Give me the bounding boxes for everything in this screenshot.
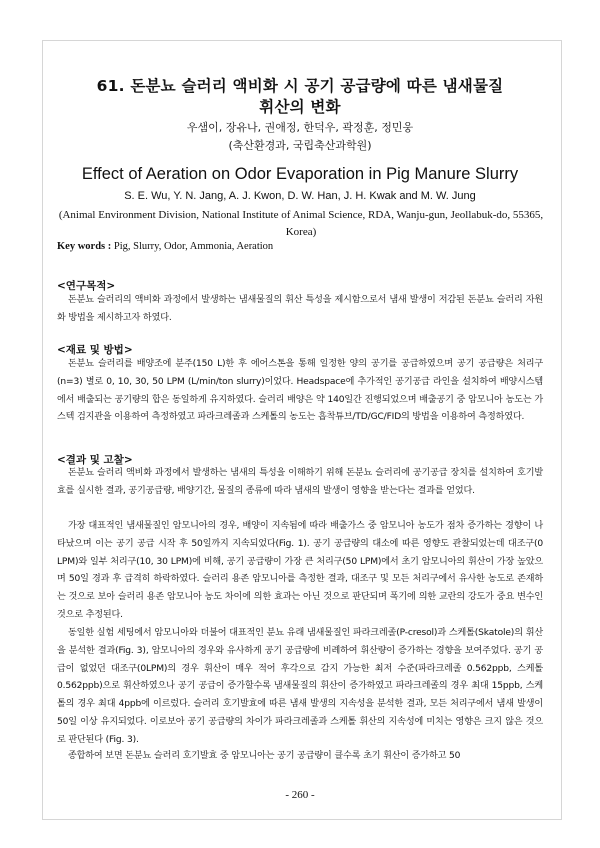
paragraph-results-3: 동일한 실험 세팅에서 암모니아와 더불어 대표적인 분뇨 유래 냄새물질인 파라크레졸(P-cresol)과 스케톨(Skatole)의 휘산을 분석한 결과(Fig. 3), 암모니아의 경우와 유사하게 공기 공급량에 비례하여 휘산량이 증가하는 경향을 보여주었다. 공기 공급이 없었던 대조구(0LPM)의 경우 휘산이 매우 적어 후각으로 감지 가능한 최저 수준(파라크레졸 0.562ppb, 스케톨 0.562ppb)으로 휘산하였으나 공기 공급이 증가할수록 냄새물질의 휘산이 증가하였고 파라크레졸의 경우 최대 15ppb, 스케톨의 경우 최대 4ppb에 이르렀다. 슬러리 호기발효에 따른 냄새 발생의 지속성을 분석한 결과, 모든 처리구에서 냄새 발생이 50일 이상 유지되었다. 이로보아 공기 공급량의 차이가 파라크레졸과 스케톨 휘산의 지속성에 미치는 영향은 크지 않은 것으로 판단된다 (Fig. 3). [57, 628, 543, 745]
paragraph-purpose: 돈분뇨 슬러리의 액비화 과정에서 발생하는 냄새물질의 휘산 특성을 제시함으로서 냄새 발생이 저감된 돈분뇨 슬러리 자원화 방법을 제시하고자 하였다. [57, 295, 543, 323]
affiliation-english: (Animal Environment Division, National Institute of Animal Science, RDA, Wanju-gun, Jeollabuk-do, 55365, Korea) [58, 209, 544, 238]
title-korean-line2: 휘산의 변화 [259, 98, 341, 116]
affiliation-korean: (축산환경과, 국립축산과학원) [228, 139, 372, 152]
paragraph-results-4: 종합하여 보면 돈분뇨 슬러리 호기발효 중 암모니아는 공기 공급량이 클수록 초기 휘산이 증가하고 50 [68, 751, 461, 761]
section-title-purpose: <연구목적> [57, 280, 116, 292]
paragraph-methods: 돈분뇨 슬러리를 배양조에 분주(150 L)한 후 에어스톤을 통해 일정한 양의 공기를 공급하였으며 공기 공급량은 처리구(n=3) 별로 0, 10, 30, 50 LPM (L/min/ton slurry)이었다. Headspace에 추가적인 공기공급 라인을 설치하여 배양시스템에서 배출되는 공기량의 합은 동일하게 유지하였다. 슬러리 배양은 약 140일간 진행되었으며 배출공기 중 암모니아 농도는 가스텍 검지관을 이용하여 측정하였고 파라크레졸과 스케톨의 농도는 흡착튜브/TD/GC/FID의 방법을 이용하여 측정하였다. [57, 359, 543, 423]
title-english: Effect of Aeration on Odor Evaporation in Pig Manure Slurry [81, 165, 519, 183]
keywords-values: Pig, Slurry, Odor, Ammonia, Aeration [113, 241, 274, 252]
page-number: - 260 - [285, 789, 315, 801]
section-title-results: <결과 및 고찰> [57, 454, 133, 466]
authors-korean: 우샘이, 장유나, 권애정, 한덕우, 곽정훈, 정민웅 [186, 121, 414, 134]
section-title-methods: <재료 및 방법> [57, 344, 133, 356]
paragraph-results-1: 돈분뇨 슬러리 액비화 과정에서 발생하는 냄새의 특성을 이해하기 위해 돈분뇨 슬러리에 공기공급 장치를 설치하여 호기발효를 실시한 결과, 공기공급량, 배양기간, 물질의 종류에 따라 냄새의 발생이 영향을 받는다는 결과를 얻었다. [57, 468, 543, 496]
authors-english: S. E. Wu, Y. N. Jang, A. J. Kwon, D. W. Han, J. H. Kwak and M. W. Jung [124, 190, 476, 202]
paragraph-results-2: 가장 대표적인 냄새물질인 암모니아의 경우, 배양이 지속됨에 따라 배출가스 중 암모니아 농도가 점차 증가하는 경향이 나타났으며 이는 공기 공급 시작 후 50일까지 지속되었다(Fig. 1). 공기 공급량의 대소에 따른 영향도 관찰되었는데 대조구(0 LPM)와 일부 처리구(10, 30 LPM)에 비해, 공기 공급량이 가장 큰 처리구(50 LPM)에서 초기 암모니아의 휘산이 가장 높았으며 50일 경과 후 급격히 하락하였다. 슬러리 용존 암모니아를 측정한 결과, 대조구 및 모든 처리구에서 유사한 농도로 존재하는 것으로 보아 슬러리 용존 암모니아 농도 차이에 의한 효과는 아닌 것으로 판단되며 폭기에 의한 교란의 강도가 중요 변수인 것으로 추정된다. [57, 521, 543, 620]
keywords-line [57, 241, 557, 252]
title-korean-line1: 61. 돈분뇨 슬러리 액비화 시 공기 공급량에 따른 냄새물질 [96, 77, 504, 95]
keywords-label: Key words : [57, 241, 112, 252]
